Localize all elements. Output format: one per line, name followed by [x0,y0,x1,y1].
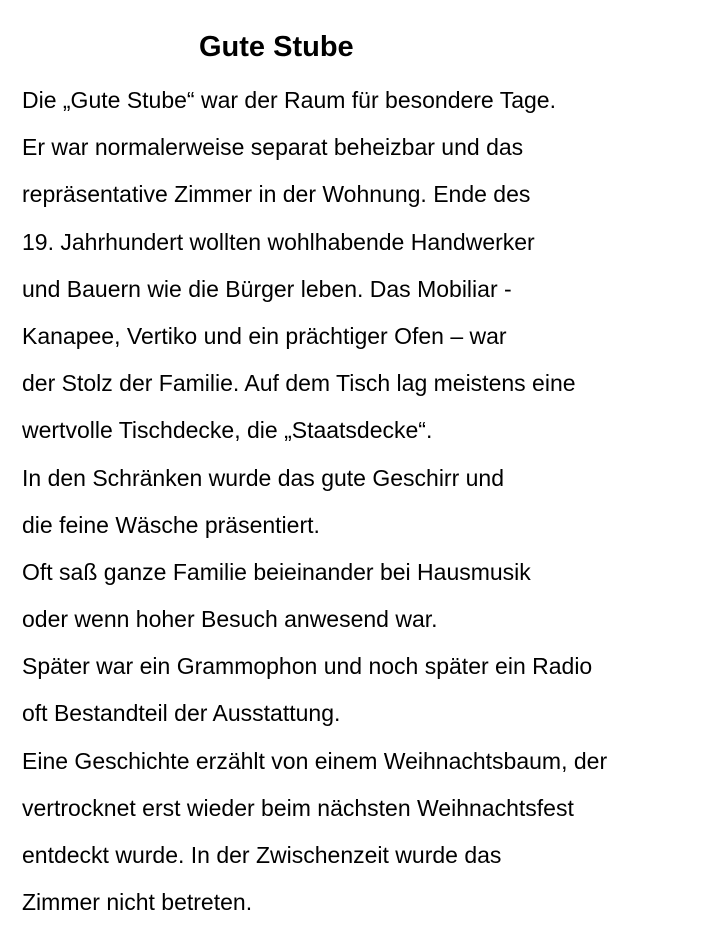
document-title: Gute Stube [199,31,354,63]
text-line: entdeckt wurde. In der Zwischenzeit wurde das [22,842,502,868]
text-line: Zimmer nicht betreten. [22,889,253,916]
text-line: oder wenn hoher Besuch anwesend war. [22,606,438,633]
text-line: der Stolz der Familie. Auf dem Tisch lag meistens eine [22,370,576,397]
text-line: repräsentative Zimmer in der Wohnung. Ende des [22,181,531,208]
document-body [22,84,607,933]
text-line: Eine Geschichte erzählt von einem Weihnachtsbaum, der [22,747,608,774]
text-line: 19. Jahrhundert wollten wohlhabende Handwerker [22,228,535,255]
text-line: Später war ein Grammophon und noch später ein Radio [22,653,593,680]
text-line: Oft saß ganze Familie beieinander bei Hausmusik [22,558,531,585]
text-line: Kanapee, Vertiko und ein prächtiger Ofen – war [22,322,507,349]
text-line: und Bauern wie die Bürger leben. Das Mobiliar - [22,275,512,302]
text-line: die feine Wäsche präsentiert. [22,511,320,538]
text-line: In den Schränken wurde das gute Geschirr und [22,464,505,491]
text-line: wertvolle Tischdecke, die „Staatsdecke“. [22,417,433,444]
text-line: Er war normalerweise separat beheizbar und das [22,134,524,161]
text-line: Die „Gute Stube“ war der Raum für besondere Tage. [22,87,556,113]
text-line: vertrocknet erst wieder beim nächsten Weihnachtsfest [22,794,574,821]
text-line: oft Bestandteil der Ausstattung. [22,700,341,727]
